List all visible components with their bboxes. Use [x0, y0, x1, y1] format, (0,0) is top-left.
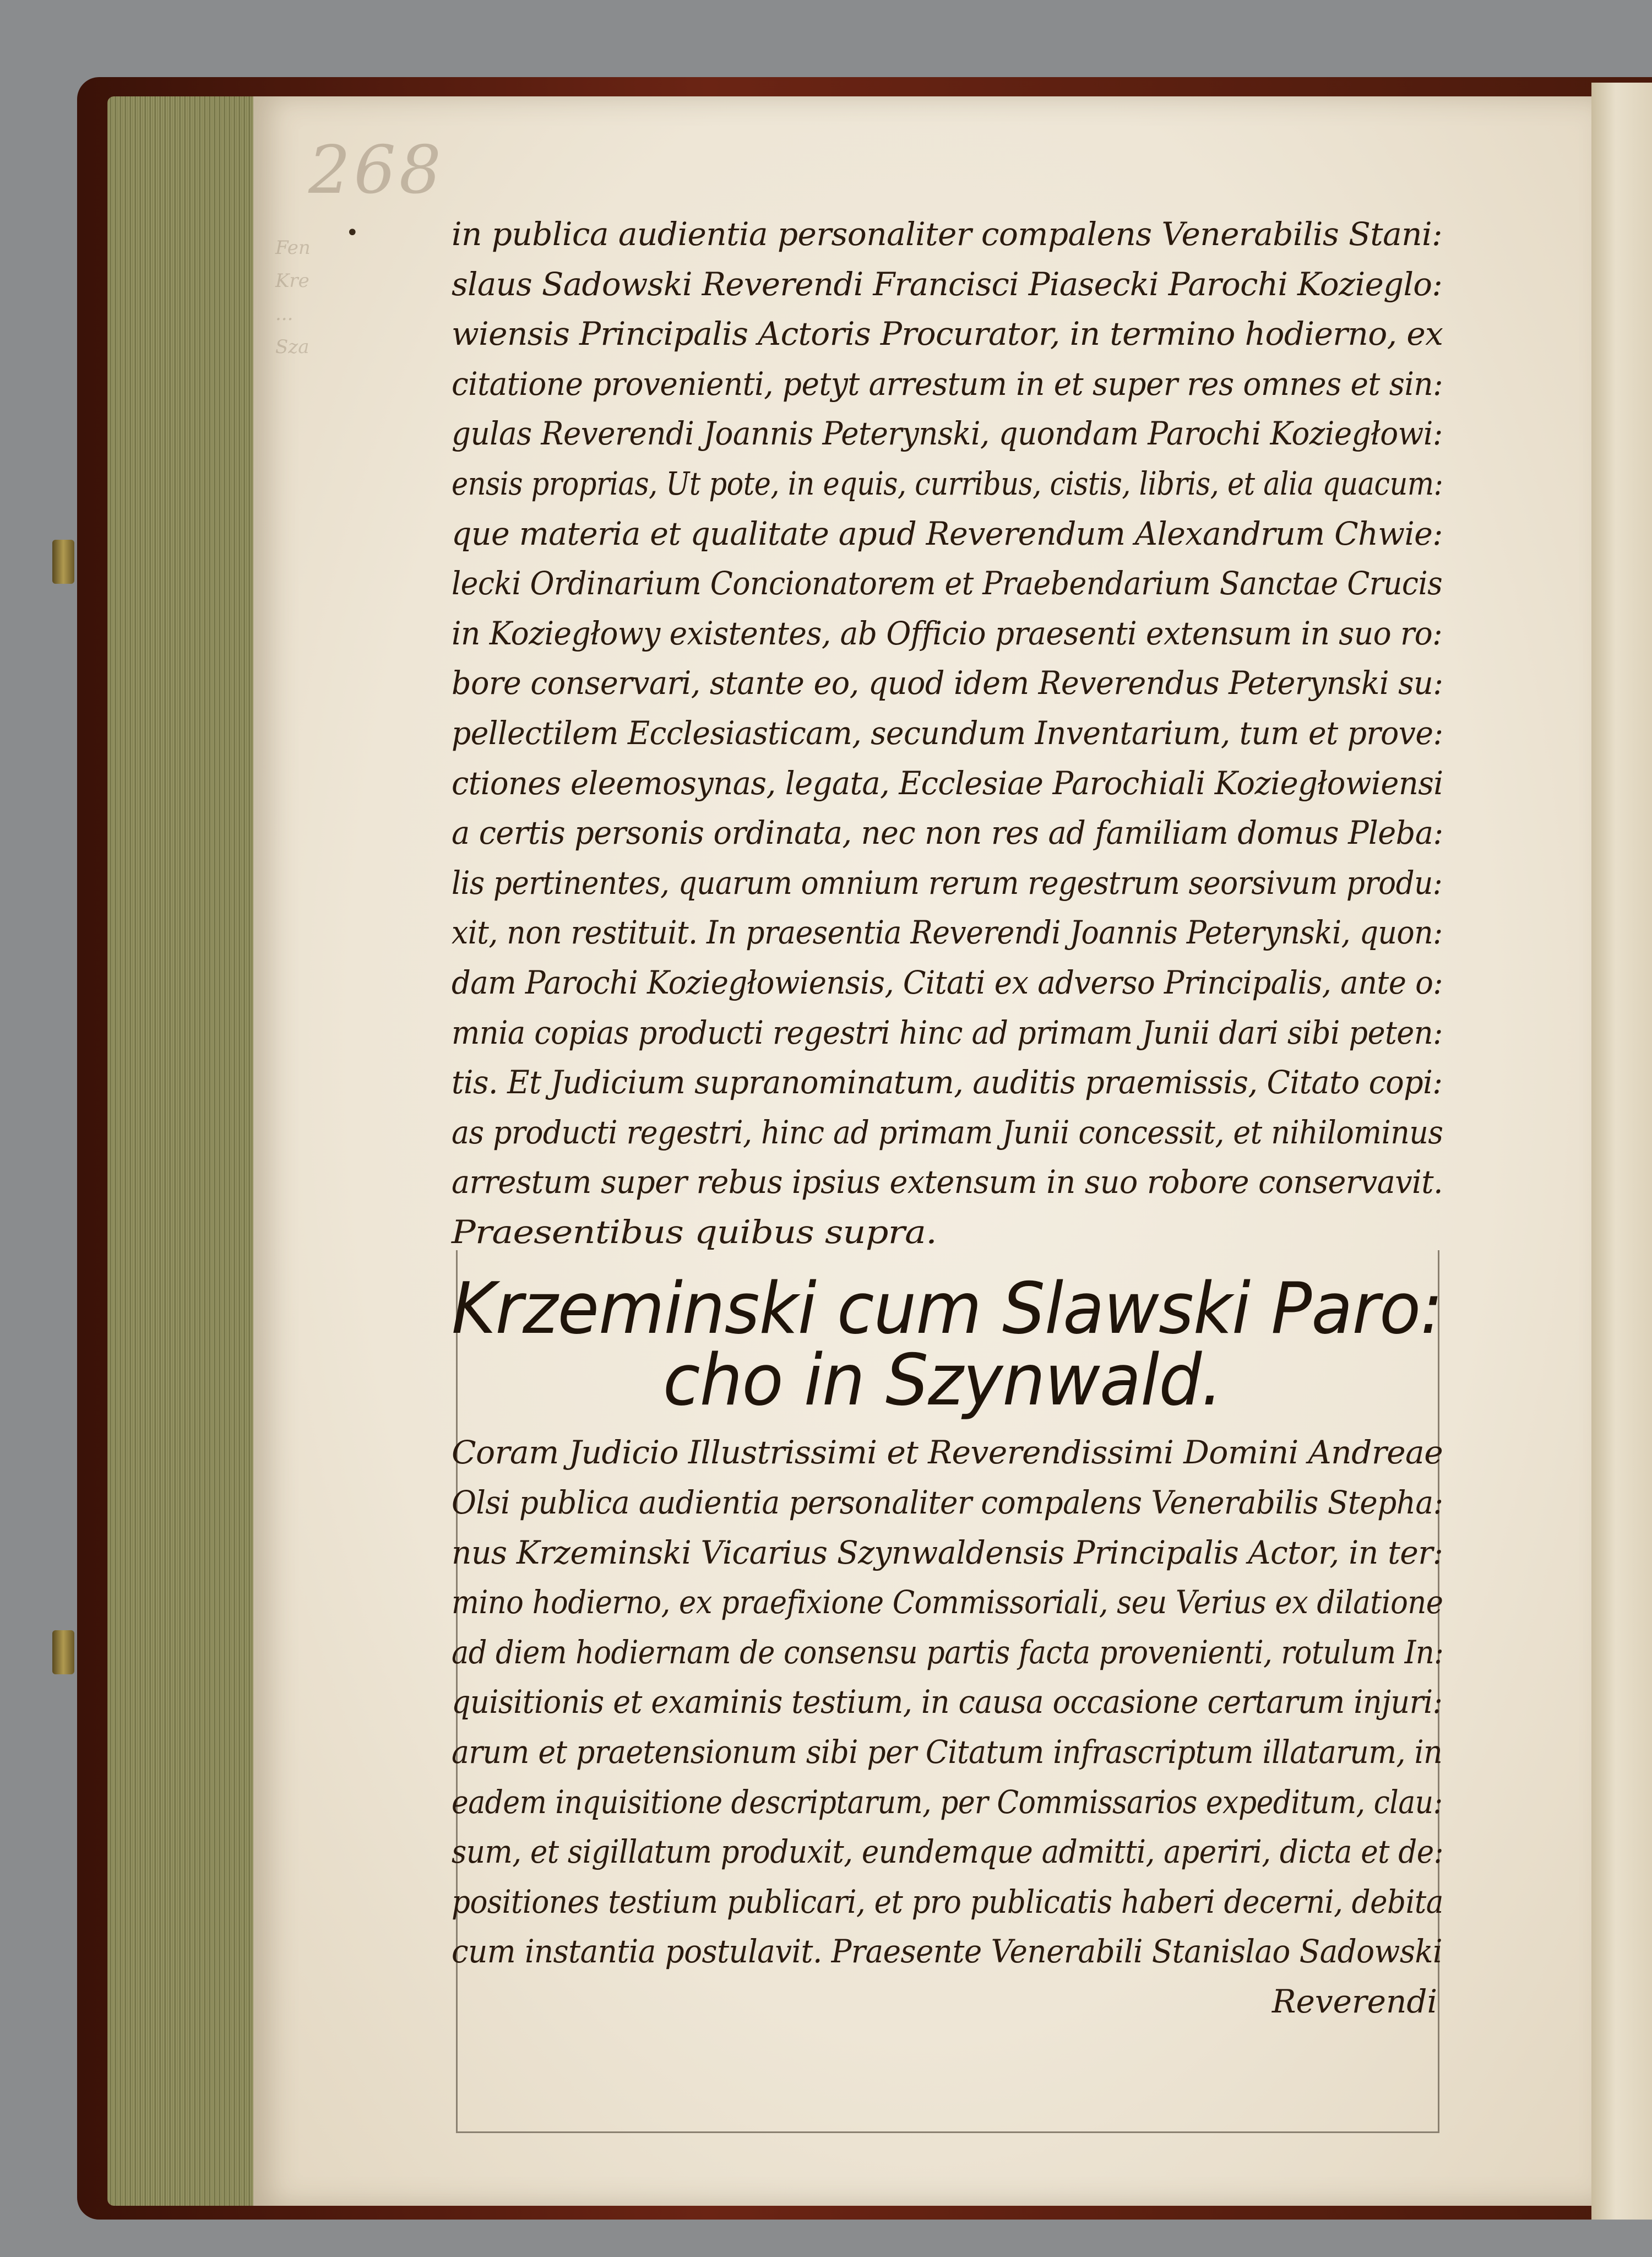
clasp-bottom: [52, 1630, 74, 1674]
text-line: mino hodierno, ex praefixione Commissoriali, seu Verius ex dilatione: [452, 1583, 1443, 1621]
margin-note: Kre: [275, 270, 309, 292]
text-line: bore conservari, stante eo, quod idem Reverendus Peterynski su:: [452, 664, 1443, 702]
text-line: quisitionis et examinis testium, in causa occasione certarum injuri:: [452, 1683, 1443, 1721]
text-line: citatione provenienti, petyt arrestum in et super res omnes et sin:: [452, 365, 1443, 403]
text-line: Coram Judicio Illustrissimi et Reverendissimi Domini Andreae: [452, 1434, 1443, 1472]
clasp-top: [52, 540, 74, 584]
margin-note: Sza: [275, 336, 309, 358]
entry-1: [452, 209, 1443, 1257]
entry-heading-line-2: cho in Szynwald.: [663, 1339, 1222, 1422]
text-line: lecki Ordinarium Concionatorem et Praebendarium Sanctae Crucis: [452, 565, 1443, 603]
text-line: in publica audientia personaliter compalens Venerabilis Stani:: [452, 215, 1443, 253]
text-line: ensis proprias, Ut pote, in equis, curribus, cistis, libris, et alia quacum:: [452, 464, 1443, 502]
text-line: mnia copias producti regestri hinc ad primam Junii dari sibi peten:: [452, 1013, 1443, 1051]
text-line: Olsi publica audientia personaliter compalens Venerabilis Stepha:: [452, 1484, 1443, 1522]
text-line: tis. Et Judicium supranominatum, auditis praemissis, Citato copi:: [452, 1064, 1443, 1102]
manuscript-text: [452, 209, 1443, 2026]
text-line: eadem inquisitione descriptarum, per Commissarios expeditum, clau:: [452, 1783, 1443, 1821]
text-line: gulas Reverendi Joannis Peterynski, quondam Parochi Koziegłowi:: [452, 415, 1443, 453]
text-line: ad diem hodiernam de consensu partis facta provenienti, rotulum In:: [452, 1633, 1444, 1671]
text-line: ctiones eleemosynas, legata, Ecclesiae Parochiali Koziegłowiensi: [452, 764, 1443, 802]
text-line: pellectilem Ecclesiasticam, secundum Inventarium, tum et prove:: [452, 714, 1443, 752]
text-line: as producti regestri, hinc ad primam Junii concessit, et nihilominus: [452, 1113, 1443, 1151]
text-line: sum, et sigillatum produxit, eundemque admitti, aperiri, dicta et de:: [452, 1833, 1443, 1871]
folio-number: 268: [308, 132, 445, 209]
margin-note: ...: [275, 303, 294, 325]
margin-dot: •: [346, 220, 359, 246]
text-line: Praesentibus quibus supra.: [452, 1213, 937, 1251]
text-line: a certis personis ordinata, nec non res ad familiam domus Pleba:: [452, 814, 1443, 852]
text-line: slaus Sadowski Reverendi Francisci Piasecki Parochi Kozieglo:: [452, 265, 1443, 303]
text-line: cum instantia postulavit. Praesente Venerabili Stanislao Sadowski: [452, 1933, 1442, 1971]
entry-heading-line-1: Krzeminski cum Slawski Paro:: [452, 1268, 1443, 1350]
text-line: positiones testium publicari, et pro publicatis haberi decerni, debita: [452, 1882, 1443, 1920]
text-line: nus Krzeminski Vicarius Szynwaldensis Principalis Actor, in ter:: [452, 1533, 1443, 1571]
facing-page-edge: [1591, 83, 1652, 2220]
entry-2: [452, 1428, 1443, 2026]
text-line: dam Parochi Koziegłowiensis, Citati ex adverso Principalis, ante o:: [452, 963, 1443, 1001]
catchword: Reverendi: [1271, 1983, 1437, 2020]
margin-notes-bleedthrough: [275, 231, 325, 363]
text-line: arrestum super rebus ipsius extensum in suo robore conservavit.: [452, 1163, 1443, 1201]
text-line: lis pertinentes, quarum omnium rerum regestrum seorsivum produ:: [452, 864, 1443, 902]
text-line: wiensis Principalis Actoris Procurator, in termino hodierno, ex: [452, 315, 1443, 353]
text-line: xit, non restituit. In praesentia Reverendi Joannis Peterynski, quon:: [452, 914, 1443, 952]
page-edges: [107, 96, 267, 2206]
text-line: arum et praetensionum sibi per Citatum infrascriptum illatarum, in: [452, 1733, 1443, 1771]
margin-note: Fen: [275, 237, 311, 259]
text-line: in Koziegłowy existentes, ab Officio praesenti extensum in suo ro:: [452, 614, 1443, 652]
text-line: que materia et qualitate apud Reverendum Alexandrum Chwie:: [452, 514, 1443, 552]
